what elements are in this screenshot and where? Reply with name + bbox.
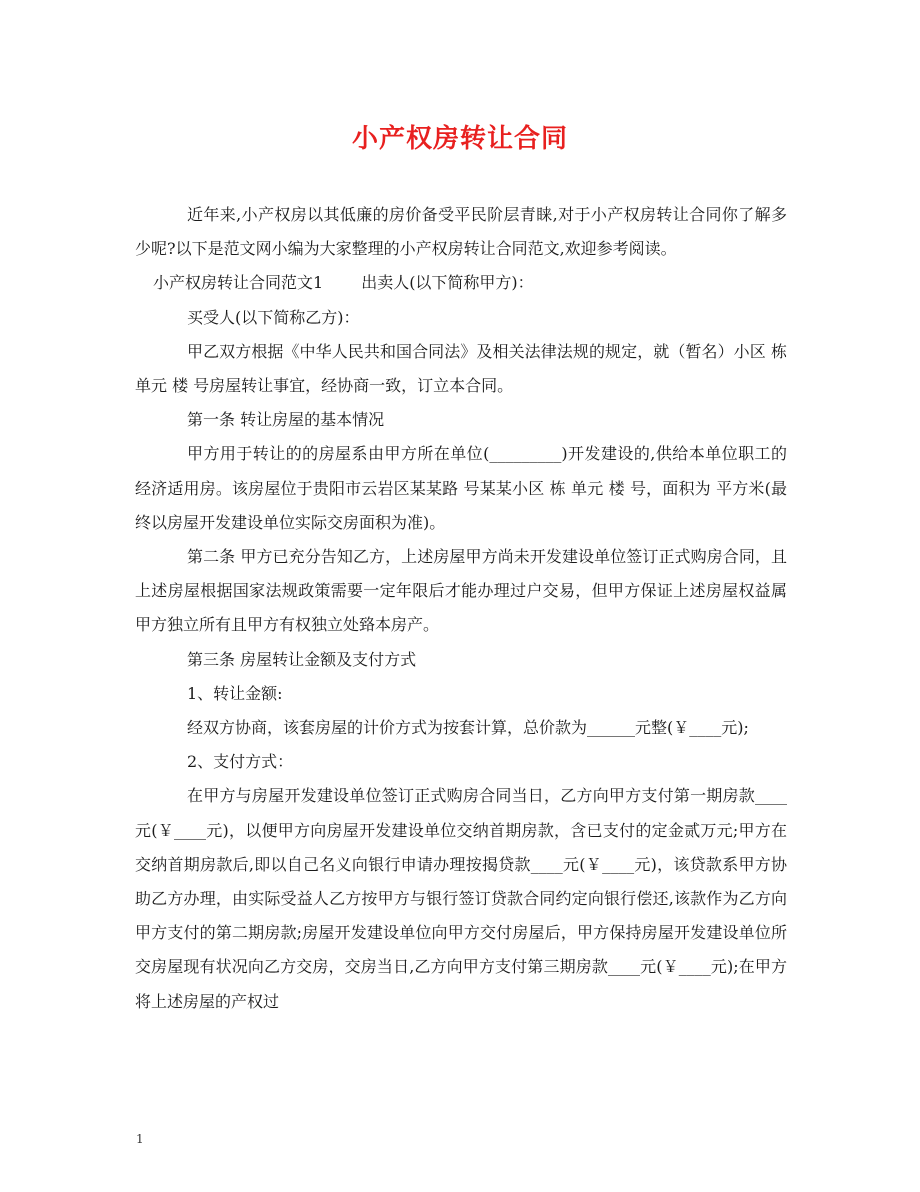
document-title: 小产权房转让合同 [351, 124, 568, 154]
seller-line: 出卖人(以下简称甲方)： [361, 273, 534, 293]
item2-paragraph: 在甲方与房屋开发建设单位签订正式购房合同当日，乙方向甲方支付第一期房款____元(￥____元)，以便甲方向房屋开发建设单位交纳首期房款，含已支付的定金贰万元;甲方在交纳首期房款后,即以自己名义向银行申请办理按揭贷款____元(￥____元)，该贷款系甲方协助乙方办理，由实际受益人乙方按甲方与银行签订贷款合同约定向银行偿还,该款作为乙方向甲方支付的第二期房款;房屋开发建设单位向甲方交付房屋后，甲方保持房屋开发建设单位所交房屋现有状况向乙方交房，交房当日,乙方向甲方支付第三期房款____元(￥____元);在甲方将上述房屋的产权过 [135, 786, 787, 1011]
page-number: 1 [136, 1132, 144, 1146]
article1-paragraph: 甲方用于转让的的房屋系由甲方所在单位(_________)开发建设的,供给本单位职工的经济适用房。该房屋位于贵阳市云岩区某某路 号某某小区 栋 单元 楼 号，面积为 平方米(最终以房屋开发建设单位实际交房面积为准)。 [135, 444, 787, 532]
intro-paragraph: 近年来,小产权房以其低廉的房价备受平民阶层青睐,对于小产权房转让合同你了解多少呢?以下是范文网小编为大家整理的小产权房转让合同范文,欢迎参考阅读。 [135, 205, 787, 259]
document-body [135, 198, 787, 1019]
article1-title: 第一条 转让房屋的基本情况 [187, 410, 385, 430]
item1-title: 1、转让金额: [187, 683, 283, 703]
item2-title: 2、支付方式： [187, 752, 294, 772]
item1-paragraph: 经双方协商，该套房屋的计价方式为按套计算，总价款为______元整(￥____元); [187, 718, 749, 738]
buyer-line: 买受人(以下简称乙方)： [187, 307, 360, 327]
sample-label: 小产权房转让合同范文1 [153, 273, 324, 293]
preamble-paragraph: 甲乙双方根据《中华人民共和国合同法》及相关法律法规的规定，就（暂名）小区 栋 单元 楼 号房屋转让事宜，经协商一致，订立本合同。 [135, 341, 787, 396]
article3-title: 第三条 房屋转让金额及支付方式 [187, 649, 417, 669]
sample-heading-line [135, 266, 787, 300]
article2-paragraph: 第二条 甲方已充分告知乙方，上述房屋甲方尚未开发建设单位签订正式购房合同，且上述房屋根据国家法规政策需要一定年限后才能办理过户交易，但甲方保证上述房屋权益属甲方独立所有且甲方有权独立处臵本房产。 [135, 547, 787, 635]
